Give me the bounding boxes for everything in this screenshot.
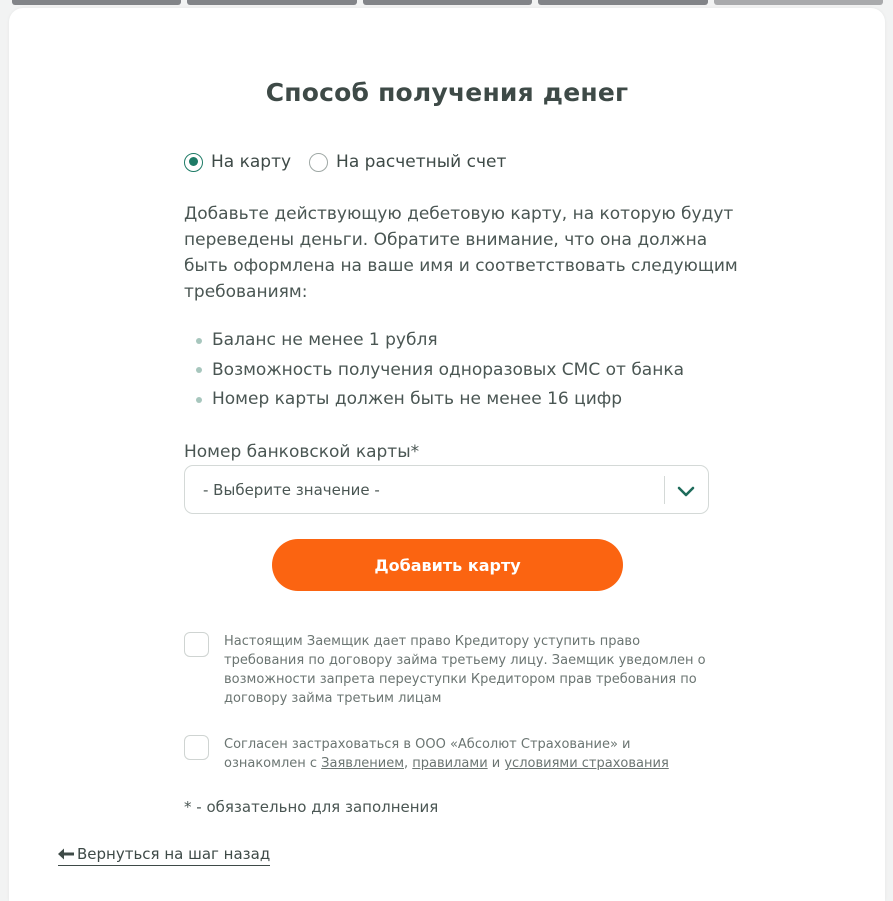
progress-step-1 (12, 0, 181, 5)
radio-to-card-indicator[interactable] (184, 153, 203, 172)
radio-to-account-label[interactable]: На расчетный счет (336, 152, 507, 172)
step-progress (12, 0, 883, 5)
bullet-icon (196, 338, 202, 344)
required-fields-note: * - обязательно для заполнения (184, 798, 439, 816)
progress-step-3 (363, 0, 532, 5)
conditions-link[interactable]: условиями страхования (504, 756, 669, 771)
radio-to-card[interactable] (184, 152, 291, 172)
page-title: Способ получения денег (265, 78, 629, 107)
consent-insurance-text (224, 735, 714, 773)
consent-insurance-sep1: , (404, 756, 413, 771)
card-number-select-value[interactable]: - Выберите значение - (203, 481, 380, 499)
requirement-item (196, 385, 684, 415)
bullet-icon (196, 397, 202, 403)
payout-method-radio-group (184, 152, 524, 172)
consent-insurance-checkbox[interactable] (184, 735, 209, 760)
arrow-left-icon (58, 848, 74, 860)
consent-assignment-text: Настоящим Заемщик дает право Кредитору уступить право требования по договору займа третьему лицу. Заемщик уведомлен о возможности запрета переуступки Кредитором прав требования по договору займа третьим лицам (224, 634, 706, 706)
add-card-button[interactable]: Добавить карту (272, 539, 623, 591)
card-number-label: Номер банковской карты* (184, 442, 420, 462)
radio-to-account-indicator[interactable] (309, 153, 328, 172)
requirement-text: Возможность получения одноразовых СМС от банка (212, 359, 685, 380)
form-card (9, 8, 885, 901)
back-link[interactable] (58, 845, 270, 866)
requirement-text: Баланс не менее 1 рубля (212, 330, 438, 350)
radio-to-account[interactable] (309, 152, 506, 172)
card-description: Добавьте действующую дебетовую карту, на которую будут переведены деньги. Обратите внимание, что она должна быть оформлена на ваше имя и соответствовать следующим требованиям: (184, 204, 738, 302)
consent-assignment-checkbox[interactable] (184, 632, 209, 657)
statement-link[interactable]: Заявлением (321, 756, 405, 771)
consent-insurance-sep2: и (487, 756, 505, 771)
back-link-label[interactable]: Вернуться на шаг назад (77, 845, 271, 863)
requirement-item (196, 326, 684, 356)
chevron-down-icon[interactable] (675, 480, 697, 502)
progress-step-5 (714, 0, 883, 5)
rules-link[interactable]: правилами (412, 756, 488, 771)
radio-to-card-label[interactable]: На карту (211, 152, 292, 172)
requirements-list (196, 326, 684, 415)
card-number-select[interactable] (184, 465, 709, 514)
progress-step-4 (538, 0, 707, 5)
select-divider (664, 476, 665, 504)
progress-step-2 (187, 0, 356, 5)
requirement-text: Номер карты должен быть не менее 16 цифр (212, 389, 623, 409)
consent-insurance-prefix: Согласен застраховаться в ООО «Абсолют Страхование» и ознакомлен с (224, 737, 631, 771)
requirement-item (196, 356, 684, 386)
consent-insurance (184, 735, 714, 773)
consent-assignment (184, 632, 714, 708)
bullet-icon (196, 367, 202, 373)
